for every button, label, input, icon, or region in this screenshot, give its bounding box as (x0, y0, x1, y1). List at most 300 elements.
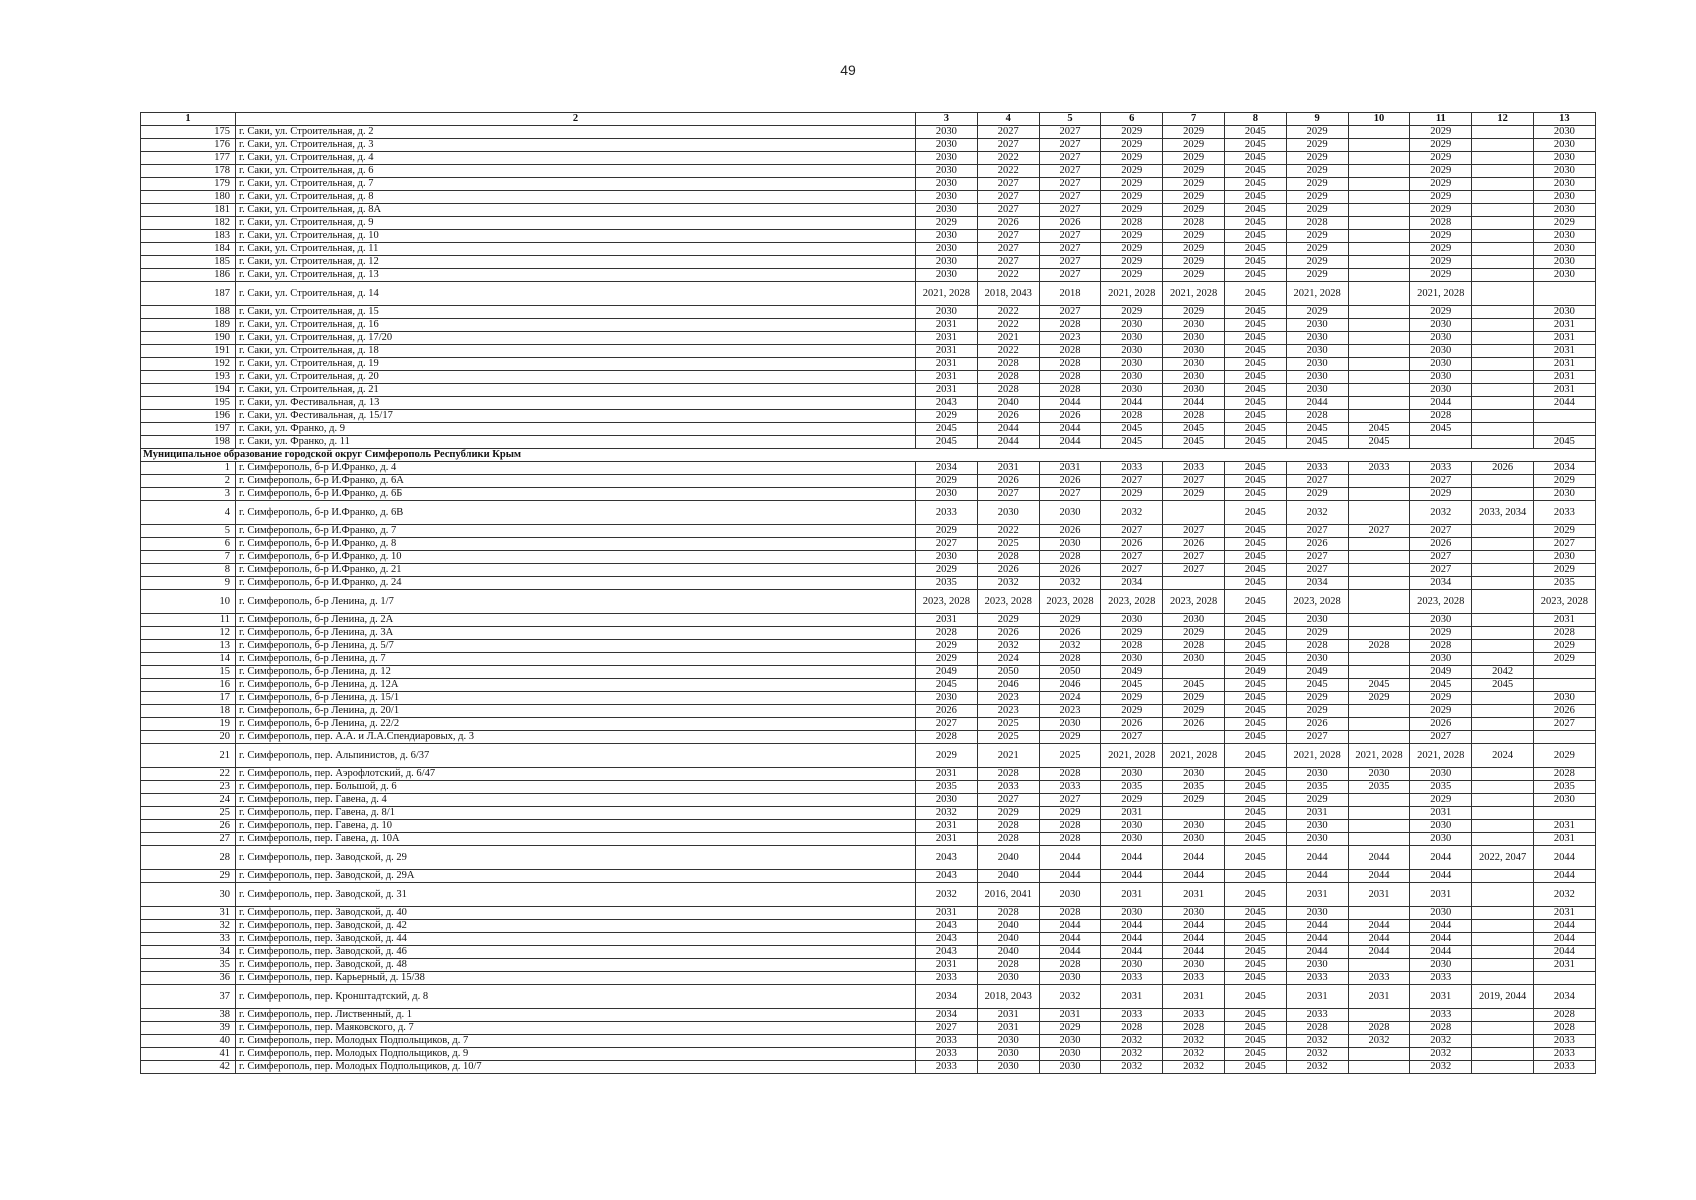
year-cell: 2028 (1039, 358, 1101, 371)
year-cell: 2029 (1410, 794, 1472, 807)
year-cell: 2026 (977, 627, 1039, 640)
section-row (141, 449, 1596, 462)
year-cell: 2026 (1101, 718, 1163, 731)
year-cell: 2030 (1286, 768, 1348, 781)
year-cell: 2030 (1163, 319, 1225, 332)
year-cell (1348, 718, 1410, 731)
row-number: 185 (141, 256, 236, 269)
year-cell: 2026 (1410, 718, 1472, 731)
year-cell: 2028 (977, 833, 1039, 846)
year-cell: 2031 (1533, 384, 1595, 397)
year-cell: 2022 (977, 345, 1039, 358)
year-cell (1348, 358, 1410, 371)
year-cell: 2032 (1163, 1061, 1225, 1074)
year-cell: 2029 (1163, 488, 1225, 501)
year-cell: 2021, 2028 (1101, 282, 1163, 306)
table-row (141, 718, 1596, 731)
year-cell: 2030 (1101, 345, 1163, 358)
year-cell: 2033 (916, 1061, 978, 1074)
year-cell: 2033 (1163, 462, 1225, 475)
year-cell: 2030 (1410, 319, 1472, 332)
year-cell: 2026 (1163, 718, 1225, 731)
year-cell: 2028 (1533, 1022, 1595, 1035)
year-cell: 2027 (977, 794, 1039, 807)
year-cell: 2035 (1163, 781, 1225, 794)
year-cell: 2043 (916, 397, 978, 410)
year-cell: 2030 (1533, 139, 1595, 152)
year-cell (1348, 371, 1410, 384)
year-cell (1348, 794, 1410, 807)
year-cell: 2027 (977, 139, 1039, 152)
year-cell (1348, 614, 1410, 627)
year-cell: 2029 (1286, 126, 1348, 139)
year-cell: 2030 (1286, 319, 1348, 332)
year-cell: 2028 (1286, 1022, 1348, 1035)
year-cell (1410, 436, 1472, 449)
table-row (141, 640, 1596, 653)
year-cell (1472, 870, 1534, 883)
year-cell: 2029 (1410, 230, 1472, 243)
table-row (141, 870, 1596, 883)
year-cell: 2026 (977, 410, 1039, 423)
year-cell: 2027 (1163, 564, 1225, 577)
address-cell: г. Симферополь, пер. Молодых Подпольщиков, д. 10/7 (236, 1061, 916, 1074)
year-cell: 2030 (1039, 1061, 1101, 1074)
year-cell: 2022 (977, 306, 1039, 319)
row-number: 32 (141, 920, 236, 933)
year-cell: 2032 (1039, 985, 1101, 1009)
year-cell: 2028 (916, 731, 978, 744)
year-cell: 2030 (916, 794, 978, 807)
table-row (141, 972, 1596, 985)
year-cell: 2045 (1224, 564, 1286, 577)
year-cell: 2029 (1101, 306, 1163, 319)
row-number: 194 (141, 384, 236, 397)
table-row (141, 794, 1596, 807)
year-cell (1472, 627, 1534, 640)
year-cell: 2034 (916, 462, 978, 475)
year-cell: 2028 (1039, 319, 1101, 332)
year-cell: 2030 (1286, 614, 1348, 627)
year-cell: 2031 (1410, 985, 1472, 1009)
year-cell: 2045 (1224, 833, 1286, 846)
year-cell (1348, 627, 1410, 640)
page-number: 49 (840, 62, 856, 78)
year-cell: 2028 (1039, 833, 1101, 846)
year-cell (1348, 1048, 1410, 1061)
year-cell (1472, 1009, 1534, 1022)
table-row (141, 590, 1596, 614)
table-row (141, 679, 1596, 692)
address-cell: г. Симферополь, пер. Заводской, д. 40 (236, 907, 916, 920)
year-cell (1348, 731, 1410, 744)
year-cell: 2045 (1224, 794, 1286, 807)
address-cell: г. Симферополь, пер. Заводской, д. 42 (236, 920, 916, 933)
year-cell: 2030 (916, 165, 978, 178)
year-cell: 2028 (977, 384, 1039, 397)
year-cell: 2033 (1348, 462, 1410, 475)
year-cell (1348, 282, 1410, 306)
year-cell: 2030 (1163, 371, 1225, 384)
year-cell: 2029 (916, 475, 978, 488)
year-cell: 2028 (977, 768, 1039, 781)
year-cell: 2030 (1286, 833, 1348, 846)
year-cell: 2044 (1410, 870, 1472, 883)
year-cell: 2029 (1163, 165, 1225, 178)
table-row (141, 384, 1596, 397)
year-cell: 2030 (916, 230, 978, 243)
year-cell (1472, 718, 1534, 731)
year-cell: 2029 (1163, 139, 1225, 152)
year-cell: 2044 (1286, 870, 1348, 883)
year-cell: 2031 (916, 358, 978, 371)
year-cell: 2031 (1533, 319, 1595, 332)
table-row (141, 462, 1596, 475)
year-cell: 2044 (977, 423, 1039, 436)
year-cell: 2031 (1533, 358, 1595, 371)
row-number: 38 (141, 1009, 236, 1022)
row-number: 37 (141, 985, 236, 1009)
row-number: 195 (141, 397, 236, 410)
year-cell: 2029 (1410, 152, 1472, 165)
row-number: 186 (141, 269, 236, 282)
row-number: 2 (141, 475, 236, 488)
year-cell (1163, 501, 1225, 525)
year-cell: 2021, 2028 (1163, 744, 1225, 768)
year-cell: 2021, 2028 (1163, 282, 1225, 306)
year-cell: 2021, 2028 (1410, 744, 1472, 768)
year-cell: 2035 (1410, 781, 1472, 794)
year-cell: 2045 (1224, 820, 1286, 833)
year-cell (1348, 165, 1410, 178)
year-cell: 2032 (1286, 1048, 1348, 1061)
year-cell: 2030 (1163, 907, 1225, 920)
year-cell: 2028 (1286, 640, 1348, 653)
address-cell: г. Симферополь, б-р Ленина, д. 2А (236, 614, 916, 627)
year-cell: 2045 (1224, 358, 1286, 371)
year-cell: 2045 (1224, 475, 1286, 488)
year-cell: 2019, 2044 (1472, 985, 1534, 1009)
year-cell: 2027 (1348, 525, 1410, 538)
year-cell: 2026 (1039, 525, 1101, 538)
address-cell: г. Саки, ул. Строительная, д. 15 (236, 306, 916, 319)
year-cell (1472, 525, 1534, 538)
year-cell (1472, 475, 1534, 488)
year-cell: 2045 (1224, 306, 1286, 319)
year-cell: 2028 (1163, 410, 1225, 423)
year-cell: 2033 (1533, 1048, 1595, 1061)
year-cell: 2035 (1348, 781, 1410, 794)
year-cell: 2044 (1039, 870, 1101, 883)
year-cell (1472, 436, 1534, 449)
year-cell: 2045 (1224, 883, 1286, 907)
year-cell: 2028 (1101, 217, 1163, 230)
year-cell: 2029 (1533, 653, 1595, 666)
year-cell: 2030 (1039, 538, 1101, 551)
row-number: 176 (141, 139, 236, 152)
year-cell: 2028 (977, 907, 1039, 920)
column-header: 2 (236, 113, 916, 126)
year-cell: 2030 (1286, 820, 1348, 833)
year-cell: 2045 (1224, 462, 1286, 475)
year-cell: 2030 (916, 306, 978, 319)
row-number: 15 (141, 666, 236, 679)
year-cell: 2027 (1101, 731, 1163, 744)
row-number: 182 (141, 217, 236, 230)
year-cell: 2044 (1163, 920, 1225, 933)
year-cell: 2033 (1348, 972, 1410, 985)
year-cell: 2029 (916, 525, 978, 538)
year-cell: 2030 (1101, 768, 1163, 781)
year-cell: 2045 (1224, 1035, 1286, 1048)
year-cell: 2031 (1348, 883, 1410, 907)
year-cell: 2026 (1101, 538, 1163, 551)
year-cell: 2044 (1533, 397, 1595, 410)
address-cell: г. Симферополь, пер. Гавена, д. 4 (236, 794, 916, 807)
year-cell: 2044 (977, 436, 1039, 449)
year-cell: 2030 (1286, 358, 1348, 371)
row-number: 184 (141, 243, 236, 256)
year-cell: 2032 (1533, 883, 1595, 907)
address-cell: г. Саки, ул. Строительная, д. 9 (236, 217, 916, 230)
year-cell: 2029 (1286, 794, 1348, 807)
year-cell: 2045 (1224, 692, 1286, 705)
year-cell: 2027 (1039, 139, 1101, 152)
address-cell: г. Симферополь, пер. Заводской, д. 44 (236, 933, 916, 946)
address-cell: г. Симферополь, пер. Молодых Подпольщиков, д. 9 (236, 1048, 916, 1061)
year-cell: 2045 (1224, 152, 1286, 165)
year-cell: 2045 (1224, 371, 1286, 384)
year-cell: 2027 (1039, 269, 1101, 282)
year-cell: 2027 (1039, 126, 1101, 139)
year-cell: 2045 (1224, 705, 1286, 718)
table-row (141, 692, 1596, 705)
year-cell: 2030 (1101, 820, 1163, 833)
column-header: 6 (1101, 113, 1163, 126)
year-cell (1472, 243, 1534, 256)
year-cell: 2032 (1101, 1061, 1163, 1074)
row-number: 9 (141, 577, 236, 590)
year-cell: 2044 (1348, 946, 1410, 959)
year-cell: 2030 (1410, 833, 1472, 846)
table-row (141, 397, 1596, 410)
year-cell: 2030 (1410, 345, 1472, 358)
table-row (141, 538, 1596, 551)
year-cell: 2032 (1163, 1048, 1225, 1061)
year-cell: 2029 (1101, 191, 1163, 204)
year-cell (1533, 731, 1595, 744)
address-cell: г. Саки, ул. Строительная, д. 2 (236, 126, 916, 139)
year-cell: 2031 (916, 614, 978, 627)
year-cell: 2030 (1410, 959, 1472, 972)
year-cell: 2045 (916, 423, 978, 436)
year-cell (1472, 217, 1534, 230)
address-cell: г. Саки, ул. Строительная, д. 17/20 (236, 332, 916, 345)
year-cell: 2032 (1101, 1035, 1163, 1048)
year-cell: 2033 (916, 1035, 978, 1048)
table-row (141, 178, 1596, 191)
table-row (141, 230, 1596, 243)
year-cell: 2028 (977, 820, 1039, 833)
register-table (140, 112, 1596, 1074)
year-cell: 2027 (977, 243, 1039, 256)
year-cell: 2027 (1163, 525, 1225, 538)
year-cell (1472, 768, 1534, 781)
year-cell: 2031 (916, 768, 978, 781)
year-cell (1472, 204, 1534, 217)
column-header: 12 (1472, 113, 1534, 126)
address-cell: г. Саки, ул. Строительная, д. 10 (236, 230, 916, 243)
table-row (141, 1048, 1596, 1061)
year-cell: 2029 (1286, 256, 1348, 269)
year-cell: 2029 (1039, 1022, 1101, 1035)
year-cell: 2031 (977, 462, 1039, 475)
year-cell (1348, 666, 1410, 679)
year-cell (1348, 410, 1410, 423)
year-cell: 2034 (1410, 577, 1472, 590)
year-cell: 2027 (1039, 256, 1101, 269)
table-row (141, 627, 1596, 640)
year-cell: 2029 (1533, 564, 1595, 577)
year-cell: 2029 (1101, 627, 1163, 640)
year-cell: 2035 (916, 577, 978, 590)
year-cell: 2029 (977, 614, 1039, 627)
table-row (141, 933, 1596, 946)
year-cell: 2045 (1224, 946, 1286, 959)
year-cell (1348, 564, 1410, 577)
year-cell: 2030 (1286, 371, 1348, 384)
year-cell: 2042 (1472, 666, 1534, 679)
year-cell: 2029 (1286, 488, 1348, 501)
year-cell: 2044 (1039, 846, 1101, 870)
year-cell: 2021, 2028 (916, 282, 978, 306)
year-cell: 2030 (916, 256, 978, 269)
year-cell: 2032 (916, 883, 978, 907)
year-cell: 2029 (1101, 243, 1163, 256)
year-cell: 2021, 2028 (1410, 282, 1472, 306)
year-cell: 2030 (1163, 345, 1225, 358)
year-cell: 2029 (1163, 152, 1225, 165)
address-cell: г. Симферополь, б-р И.Франко, д. 4 (236, 462, 916, 475)
address-cell: г. Симферополь, пер. Заводской, д. 29А (236, 870, 916, 883)
row-number: 12 (141, 627, 236, 640)
year-cell: 2033 (1101, 972, 1163, 985)
year-cell: 2030 (916, 178, 978, 191)
year-cell: 2021 (977, 744, 1039, 768)
address-cell: г. Саки, ул. Строительная, д. 11 (236, 243, 916, 256)
year-cell (1472, 1035, 1534, 1048)
year-cell: 2040 (977, 920, 1039, 933)
year-cell: 2031 (916, 907, 978, 920)
year-cell: 2030 (916, 204, 978, 217)
year-cell: 2033 (1533, 1035, 1595, 1048)
table-row (141, 614, 1596, 627)
year-cell: 2029 (1101, 488, 1163, 501)
year-cell: 2029 (1410, 165, 1472, 178)
year-cell: 2030 (1533, 256, 1595, 269)
year-cell: 2030 (1163, 768, 1225, 781)
year-cell: 2030 (1286, 332, 1348, 345)
address-cell: г. Симферополь, пер. Кронштадтский, д. 8 (236, 985, 916, 1009)
year-cell: 2027 (1163, 475, 1225, 488)
year-cell: 2023, 2028 (1286, 590, 1348, 614)
year-cell: 2031 (1286, 985, 1348, 1009)
year-cell: 2044 (1101, 933, 1163, 946)
year-cell (1472, 959, 1534, 972)
year-cell: 2026 (977, 564, 1039, 577)
year-cell: 2045 (1224, 165, 1286, 178)
year-cell: 2031 (916, 384, 978, 397)
address-cell: г. Саки, ул. Строительная, д. 12 (236, 256, 916, 269)
year-cell: 2023 (977, 692, 1039, 705)
year-cell: 2032 (1039, 577, 1101, 590)
year-cell: 2029 (1533, 640, 1595, 653)
year-cell (1472, 653, 1534, 666)
year-cell: 2030 (1533, 152, 1595, 165)
year-cell: 2044 (1410, 397, 1472, 410)
year-cell: 2030 (1286, 384, 1348, 397)
year-cell: 2045 (1101, 679, 1163, 692)
year-cell: 2030 (916, 152, 978, 165)
year-cell (1472, 397, 1534, 410)
row-number: 8 (141, 564, 236, 577)
year-cell: 2029 (1286, 306, 1348, 319)
year-cell: 2027 (977, 256, 1039, 269)
table-row (141, 551, 1596, 564)
year-cell: 2044 (1163, 870, 1225, 883)
table-row (141, 525, 1596, 538)
address-cell: г. Саки, ул. Строительная, д. 8А (236, 204, 916, 217)
year-cell: 2033 (1163, 972, 1225, 985)
year-cell: 2030 (1163, 358, 1225, 371)
year-cell: 2030 (1533, 178, 1595, 191)
year-cell: 2023, 2028 (916, 590, 978, 614)
year-cell: 2033 (1163, 1009, 1225, 1022)
year-cell: 2032 (1410, 501, 1472, 525)
year-cell: 2026 (1286, 718, 1348, 731)
year-cell: 2030 (1101, 614, 1163, 627)
year-cell: 2044 (1163, 397, 1225, 410)
year-cell: 2028 (1039, 551, 1101, 564)
year-cell (1348, 705, 1410, 718)
year-cell: 2030 (1039, 972, 1101, 985)
year-cell: 2044 (1533, 870, 1595, 883)
year-cell: 2030 (1101, 833, 1163, 846)
year-cell: 2035 (1101, 781, 1163, 794)
year-cell: 2023, 2028 (1410, 590, 1472, 614)
table-row (141, 846, 1596, 870)
year-cell: 2035 (916, 781, 978, 794)
year-cell: 2031 (977, 1022, 1039, 1035)
year-cell: 2031 (1533, 820, 1595, 833)
year-cell (1348, 384, 1410, 397)
table-row (141, 126, 1596, 139)
year-cell: 2049 (1286, 666, 1348, 679)
year-cell: 2045 (1224, 1022, 1286, 1035)
row-number: 190 (141, 332, 236, 345)
year-cell: 2031 (1348, 985, 1410, 1009)
year-cell: 2044 (1533, 933, 1595, 946)
year-cell: 2045 (1224, 768, 1286, 781)
year-cell: 2029 (1163, 191, 1225, 204)
row-number: 192 (141, 358, 236, 371)
year-cell (1472, 807, 1534, 820)
year-cell: 2044 (1163, 846, 1225, 870)
year-cell: 2028 (1163, 640, 1225, 653)
address-cell: г. Симферополь, б-р И.Франко, д. 7 (236, 525, 916, 538)
year-cell (1472, 139, 1534, 152)
address-cell: г. Симферополь, б-р И.Франко, д. 6А (236, 475, 916, 488)
